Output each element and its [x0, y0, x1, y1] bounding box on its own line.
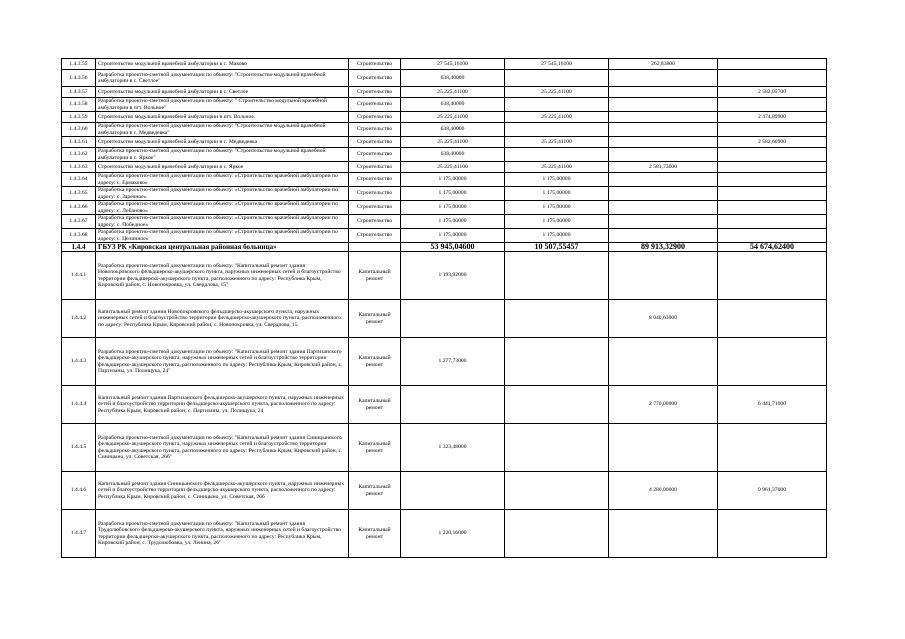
row-kind	[349, 243, 401, 252]
row-value-2	[505, 472, 609, 510]
row-number: 1.4.3.67	[62, 215, 96, 229]
row-value-2: 1 175,00000	[505, 229, 609, 243]
row-kind: Строительство	[349, 187, 401, 201]
table-row	[62, 98, 827, 112]
row-value-1: 1 193,92000	[401, 252, 505, 300]
row-value-3	[609, 201, 718, 215]
row-number: 1.4.3.55	[62, 59, 96, 70]
row-value-4	[718, 201, 827, 215]
row-name: Разработка проектно-сметной документации по объекту: "Строительство модульной врачебной амбулатории в с. Медведевка"	[96, 123, 349, 137]
row-kind: Строительство	[349, 70, 401, 87]
row-name: Разработка проектно-сметной документации по объекту: «Строительство врачебной амбулатории по адресу: с. Ермаково»	[96, 173, 349, 187]
row-name: Разработка проектно-сметной документации по объекту: " Строительство модульной врачебной амбулатории в пгт. Вольное"	[96, 98, 349, 112]
row-value-3	[609, 112, 718, 123]
row-value-2	[505, 338, 609, 386]
row-kind: Капитальный ремонт	[349, 472, 401, 510]
row-number: 1.4.4.2	[62, 300, 96, 338]
row-value-1: 25 225,41100	[401, 112, 505, 123]
row-number: 1.4.3.58	[62, 98, 96, 112]
row-value-3	[609, 148, 718, 162]
table-row	[62, 187, 827, 201]
table-row	[62, 123, 827, 137]
row-value-1	[401, 300, 505, 338]
row-value-3: 262,83800	[609, 59, 718, 70]
row-number: 1.4.4.7	[62, 510, 96, 558]
row-kind: Строительство	[349, 112, 401, 123]
row-number: 1.4.4.5	[62, 424, 96, 472]
row-value-3: 4 280,00000	[609, 472, 718, 510]
row-value-1: 1 277,73000	[401, 338, 505, 386]
row-value-4	[718, 252, 827, 300]
row-value-2	[505, 386, 609, 424]
row-kind: Строительство	[349, 148, 401, 162]
row-value-2	[505, 424, 609, 472]
row-value-2	[505, 252, 609, 300]
row-name: Разработка проектно-сметной документации по объекту: «Строительство врачебной амбулатории по адресу: с. Лобаново»	[96, 201, 349, 215]
row-value-1: 25 225,41100	[401, 162, 505, 173]
row-value-1	[401, 386, 505, 424]
row-name: Разработка проектно-сметной документации по объекту: «Строительство врачебной амбулатории по адресу: с. Победное»	[96, 215, 349, 229]
row-value-2: 1 175,00000	[505, 215, 609, 229]
budget-table	[61, 58, 827, 558]
row-kind: Строительство	[349, 98, 401, 112]
row-number: 1.4.3.59	[62, 112, 96, 123]
row-name: ГБУЗ РК «Кировская центральная районная больница»	[96, 243, 349, 252]
table-row	[62, 472, 827, 510]
row-value-3	[609, 87, 718, 98]
row-value-2: 1 175,00000	[505, 173, 609, 187]
table-body	[62, 59, 827, 558]
row-name: Капитальный ремонт здания Синицынского фельдшерско-акушерского пункта, наружных инженерных сетей и благоустройство территории фельдшерско-акушерского пункта, расположенного по адресу: Республика Крым, Кировский район, с. Синицыно, ул. Советская, 26б	[96, 472, 349, 510]
row-value-3	[609, 187, 718, 201]
row-name: Строительство модульной врачебной амбулатории в с. Маково	[96, 59, 349, 70]
row-name: Капитальный ремонт здания Партизанского фельдшерско-акушерского пункта, наружных инженерных сетей и благоустройство территории фельдшерско-акушерского пункта, расположенного по адресу: Республика Крым, Кировский район, с. Партизаны, ул. Полищука, 24	[96, 386, 349, 424]
row-value-2: 25 225,41100	[505, 162, 609, 173]
row-number: 1.4.4.3	[62, 338, 96, 386]
table-row	[62, 229, 827, 243]
row-value-2	[505, 98, 609, 112]
table-row	[62, 201, 827, 215]
row-name: Разработка проектно-сметной документации по объекту: "Капитальный ремонт здания Синицынского фельдшерско-акушерского пункта, наружных инженерных сетей и благоустройство территории фельдшерско-акушерского пункта, расположенного по адресу: Республика Крым, Кировский район, с. Синицыно, ул. Советская, 26б"	[96, 424, 349, 472]
row-value-2	[505, 70, 609, 87]
row-value-4	[718, 162, 827, 173]
row-number: 1.4.3.64	[62, 173, 96, 187]
row-value-1: 25 225,41100	[401, 137, 505, 148]
table-row	[62, 252, 827, 300]
row-number: 1.4.3.66	[62, 201, 96, 215]
document-sheet	[61, 58, 827, 558]
row-value-4	[718, 510, 827, 558]
row-kind: Строительство	[349, 162, 401, 173]
table-row	[62, 338, 827, 386]
table-row	[62, 59, 827, 70]
table-row	[62, 148, 827, 162]
row-value-3	[609, 98, 718, 112]
row-value-3	[609, 252, 718, 300]
row-value-3: 8 040,63000	[609, 300, 718, 338]
row-kind: Строительство	[349, 59, 401, 70]
table-row	[62, 243, 827, 252]
row-value-4: 6 441,71000	[718, 386, 827, 424]
row-kind: Капитальный ремонт	[349, 510, 401, 558]
table-row	[62, 300, 827, 338]
row-kind: Строительство	[349, 229, 401, 243]
row-value-1: 638,40000	[401, 98, 505, 112]
row-value-3: 2 581,73000	[609, 162, 718, 173]
row-value-1: 1 175,00000	[401, 187, 505, 201]
row-value-4: 2 582,60900	[718, 137, 827, 148]
table-row	[62, 87, 827, 98]
row-value-4	[718, 98, 827, 112]
row-name: Строительство модульной врачебной амбулатории в с. Светлое	[96, 87, 349, 98]
row-value-1: 27 545,16100	[401, 59, 505, 70]
row-value-2	[505, 123, 609, 137]
row-value-3	[609, 424, 718, 472]
row-value-3	[609, 123, 718, 137]
row-value-2	[505, 510, 609, 558]
row-number: 1.4.4	[62, 243, 96, 252]
row-value-3	[609, 338, 718, 386]
table-row	[62, 173, 827, 187]
row-number: 1.4.3.63	[62, 162, 96, 173]
row-value-1: 1 175,00000	[401, 229, 505, 243]
row-number: 1.4.3.65	[62, 187, 96, 201]
row-name: Разработка проектно-сметной документации по объекту: "Капитальный ремонт здания Новопокровского фельдшерско-акушерского пункта, наружных инженерных сетей и благоустройство территории фельдшерско-акушерского пункта, расположенного по адресу: Республика Крым, Кировский район, с. Новопокровка, ул. Свердлова, 15"	[96, 252, 349, 300]
row-value-4	[718, 300, 827, 338]
row-name: Строительство модульной врачебной амбулатории в пгт. Вольное.	[96, 112, 349, 123]
row-value-1: 638,40000	[401, 123, 505, 137]
row-value-3	[609, 173, 718, 187]
row-value-2: 27 545,16100	[505, 59, 609, 70]
row-value-4	[718, 173, 827, 187]
row-value-2: 1 175,00000	[505, 201, 609, 215]
row-kind: Строительство	[349, 123, 401, 137]
row-kind: Капитальный ремонт	[349, 252, 401, 300]
row-kind: Строительство	[349, 215, 401, 229]
table-row	[62, 386, 827, 424]
row-name: Разработка проектно-сметной документации по объекту: "Капитальный ремонт здания Партизанского фельдшерско-акушерского пункта, наружных инженерных сетей и благоустройство территории фельдшерско-акушерского пункта, расположенного по адресу: Республика Крым, Кировский район, с. Партизаны, ул. Полищука, 24"	[96, 338, 349, 386]
row-kind: Капитальный ремонт	[349, 386, 401, 424]
row-value-1: 1 175,00000	[401, 215, 505, 229]
row-value-1	[401, 472, 505, 510]
row-value-3: 2 770,00000	[609, 386, 718, 424]
row-value-4: 2 582,05700	[718, 87, 827, 98]
row-value-4: 54 674,62400	[718, 243, 827, 252]
row-value-1: 53 945,04600	[401, 243, 505, 252]
row-name: Капитальный ремонт здания Новопокровского фельдшерско-акушерского пункта, наружных инженерных сетей и благоустройство территории фельдшерско-акушерского пункта, расположенного по адресу: Республика Крым, Кировский район, с. Новопокровка, ул. Свердлова, 15	[96, 300, 349, 338]
row-value-2: 25 225,41100	[505, 137, 609, 148]
row-value-2	[505, 148, 609, 162]
table-row	[62, 162, 827, 173]
row-value-1: 25 225,41100	[401, 87, 505, 98]
row-value-4	[718, 424, 827, 472]
row-kind: Капитальный ремонт	[349, 300, 401, 338]
row-value-1: 1 220,16000	[401, 510, 505, 558]
row-name: Разработка проектно-сметной документации по объекту: "Строительство модульной врачебной амбулатории в с. Яркое"	[96, 148, 349, 162]
row-value-2: 10 507,55457	[505, 243, 609, 252]
row-kind: Строительство	[349, 87, 401, 98]
row-name: Разработка проектно-сметной документации по объекту: "Строительство модульной врачебной амбулатории в с. Светлое"	[96, 70, 349, 87]
row-kind: Строительство	[349, 201, 401, 215]
row-value-1: 638,40000	[401, 70, 505, 87]
row-value-4	[718, 187, 827, 201]
table-row	[62, 70, 827, 87]
row-value-1: 1 323,48000	[401, 424, 505, 472]
row-value-4	[718, 70, 827, 87]
row-value-3	[609, 137, 718, 148]
row-number: 1.4.4.1	[62, 252, 96, 300]
row-number: 1.4.3.61	[62, 137, 96, 148]
row-value-2	[505, 300, 609, 338]
row-value-4	[718, 123, 827, 137]
table-row	[62, 112, 827, 123]
row-value-4: 9 961,37000	[718, 472, 827, 510]
row-value-1: 1 175,00000	[401, 173, 505, 187]
row-number: 1.4.3.56	[62, 70, 96, 87]
row-value-1: 1 175,00000	[401, 201, 505, 215]
row-name: Строительство модульной врачебной амбулатории в с. Яркое	[96, 162, 349, 173]
row-number: 1.4.3.68	[62, 229, 96, 243]
row-kind: Строительство	[349, 137, 401, 148]
row-number: 1.4.3.57	[62, 87, 96, 98]
table-row	[62, 215, 827, 229]
row-kind: Строительство	[349, 173, 401, 187]
row-kind: Капитальный ремонт	[349, 338, 401, 386]
row-value-4	[718, 338, 827, 386]
row-name: Разработка проектно-сметной документации по объекту: "Капитальный ремонт здания Трудолюбовского фельдшерско-акушерского пункта, наружных инженерных сетей и благоустройство территории фельдшерско-акушерского пункта, расположенного по адресу: Республика Крым, Кировский район, с. Трудолюбовка, ул. Ленина, 26"	[96, 510, 349, 558]
row-value-4	[718, 59, 827, 70]
row-number: 1.4.3.62	[62, 148, 96, 162]
row-value-4: 2 474,89900	[718, 112, 827, 123]
row-value-4	[718, 148, 827, 162]
row-value-3: 89 913,32900	[609, 243, 718, 252]
row-name: Строительство модульной врачебной амбулатории в с. Медведевка	[96, 137, 349, 148]
row-name: Разработка проектно-сметной документации по объекту: «Строительство врачебной амбулатории по адресу: с. Целинное»	[96, 229, 349, 243]
row-value-3	[609, 510, 718, 558]
row-value-3	[609, 70, 718, 87]
row-value-3	[609, 229, 718, 243]
table-row	[62, 424, 827, 472]
row-kind: Капитальный ремонт	[349, 424, 401, 472]
table-row	[62, 137, 827, 148]
row-number: 1.4.4.6	[62, 472, 96, 510]
table-row	[62, 510, 827, 558]
row-value-2: 1 175,00000	[505, 187, 609, 201]
row-value-4	[718, 229, 827, 243]
row-number: 1.4.3.60	[62, 123, 96, 137]
row-number: 1.4.4.4	[62, 386, 96, 424]
row-value-4	[718, 215, 827, 229]
row-value-2: 25 225,41100	[505, 87, 609, 98]
row-name: Разработка проектно-сметной документации по объекту: «Строительство врачебной амбулатории по адресу: с. Заречное»	[96, 187, 349, 201]
row-value-2: 25 225,41100	[505, 112, 609, 123]
row-value-1: 638,40000	[401, 148, 505, 162]
row-value-3	[609, 215, 718, 229]
